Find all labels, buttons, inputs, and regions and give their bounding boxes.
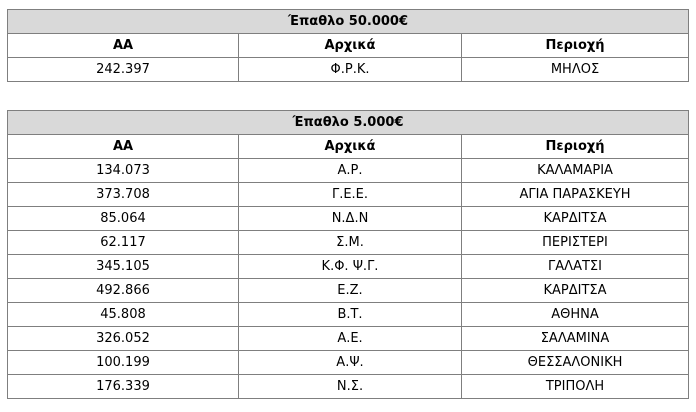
table-row (8, 303, 689, 327)
cell-initials: Β.Τ. (239, 303, 462, 327)
cell-aa: 100.199 (8, 351, 239, 375)
cell-region: ΣΑΛΑΜΙΝΑ (462, 327, 689, 351)
cell-aa: 373.708 (8, 183, 239, 207)
cell-region: ΑΓΙΑ ΠΑΡΑΣΚΕΥΗ (462, 183, 689, 207)
prize-table-5000 (7, 110, 689, 399)
cell-aa: 242.397 (8, 58, 239, 82)
column-header-initials: Αρχικά (239, 135, 462, 159)
table-row (8, 207, 689, 231)
cell-initials: Α.Ε. (239, 327, 462, 351)
cell-initials: Α.Ψ. (239, 351, 462, 375)
cell-initials: Α.Ρ. (239, 159, 462, 183)
prize-table-title: Έπαθλο 5.000€ (8, 111, 689, 135)
column-header-initials: Αρχικά (239, 34, 462, 58)
column-header-aa: ΑΑ (8, 34, 239, 58)
cell-aa: 176.339 (8, 375, 239, 399)
table-row (8, 231, 689, 255)
cell-aa: 326.052 (8, 327, 239, 351)
cell-initials: Ε.Ζ. (239, 279, 462, 303)
cell-initials: Σ.Μ. (239, 231, 462, 255)
cell-initials: Κ.Φ. Ψ.Γ. (239, 255, 462, 279)
table-row (8, 58, 689, 82)
cell-aa: 492.866 (8, 279, 239, 303)
column-header-region: Περιοχή (462, 135, 689, 159)
cell-initials: Ν.Σ. (239, 375, 462, 399)
cell-region: ΓΑΛΑΤΣΙ (462, 255, 689, 279)
cell-initials: Γ.Ε.Ε. (239, 183, 462, 207)
cell-region: ΘΕΣΣΑΛΟΝΙΚΗ (462, 351, 689, 375)
cell-region: ΚΑΛΑΜΑΡΙΑ (462, 159, 689, 183)
table-row (8, 159, 689, 183)
table-row (8, 327, 689, 351)
cell-initials: Ν.Δ.Ν (239, 207, 462, 231)
table-row (8, 255, 689, 279)
prize-table-title: Έπαθλο 50.000€ (8, 10, 689, 34)
prize-table-50000 (7, 9, 689, 82)
table-row (8, 279, 689, 303)
column-header-aa: ΑΑ (8, 135, 239, 159)
cell-aa: 85.064 (8, 207, 239, 231)
cell-region: ΑΘΗΝΑ (462, 303, 689, 327)
cell-region: ΚΑΡΔΙΤΣΑ (462, 207, 689, 231)
table-row (8, 351, 689, 375)
cell-initials: Φ.Ρ.Κ. (239, 58, 462, 82)
cell-aa: 134.073 (8, 159, 239, 183)
cell-region: ΠΕΡΙΣΤΕΡΙ (462, 231, 689, 255)
table-row (8, 183, 689, 207)
cell-aa: 62.117 (8, 231, 239, 255)
cell-aa: 345.105 (8, 255, 239, 279)
cell-aa: 45.808 (8, 303, 239, 327)
cell-region: ΚΑΡΔΙΤΣΑ (462, 279, 689, 303)
table-row (8, 375, 689, 399)
column-header-region: Περιοχή (462, 34, 689, 58)
cell-region: ΤΡΙΠΟΛΗ (462, 375, 689, 399)
cell-region: ΜΗΛΟΣ (462, 58, 689, 82)
